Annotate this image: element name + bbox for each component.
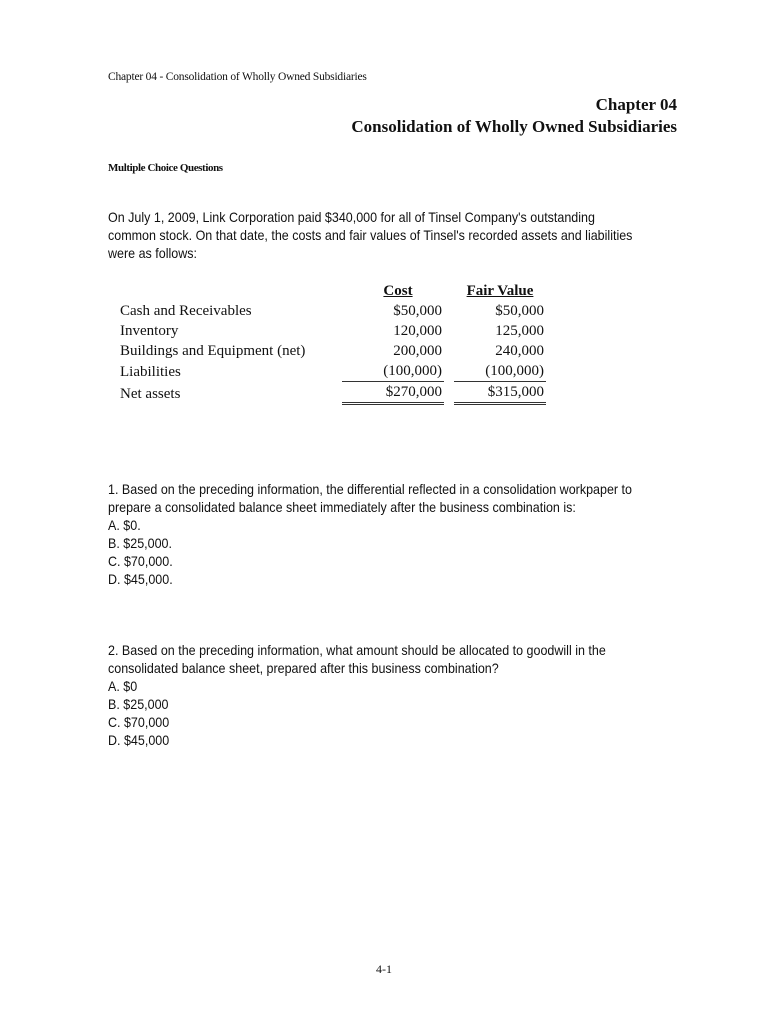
running-header: Chapter 04 - Consolidation of Wholly Owned Subsidiaries [108,71,367,83]
answer-option: D. $45,000. [108,572,173,587]
row-fair-value: $315,000 [454,382,546,405]
table-header-cost: Cost [383,283,413,299]
chapter-number: Chapter 04 [595,95,677,114]
answer-option: C. $70,000. [108,554,173,569]
row-gap [444,341,454,361]
row-fair-value: 125,000 [495,323,544,339]
answer-option: B. $25,000. [108,536,172,551]
table-row [112,361,546,382]
table-header-label [112,281,342,301]
row-gap [444,321,454,341]
question-2 [108,642,660,750]
row-label: Liabilities [120,363,181,380]
row-label: Inventory [120,323,179,339]
chapter-title-block [351,94,677,138]
row-cost: 120,000 [393,323,442,339]
row-gap [444,361,454,382]
row-cost: $50,000 [393,303,442,319]
row-label: Buildings and Equipment (net) [120,343,306,359]
table-header-gap [444,281,454,301]
table-total-row [112,382,546,405]
table-header-row [112,281,546,301]
answer-option: B. $25,000 [108,697,169,712]
question-stem: 2. Based on the preceding information, what amount should be allocated to goodwill in the consolidated balance sheet, prepared after this business combination? [108,643,606,676]
table-row [112,321,546,341]
question-1 [108,481,660,589]
row-gap [444,301,454,321]
answer-option: C. $70,000 [108,715,170,730]
section-heading: Multiple Choice Questions [108,162,223,174]
table-row [112,301,546,321]
row-label: Cash and Receivables [120,303,252,319]
balance-table [112,281,546,405]
row-fair-value: $50,000 [495,303,544,319]
page-number: 4-1 [376,962,392,976]
chapter-subtitle: Consolidation of Wholly Owned Subsidiaries [351,117,677,136]
row-fair-value: 240,000 [495,343,544,359]
row-cost: (100,000) [342,361,444,382]
table-header-fair-value: Fair Value [466,283,534,299]
row-gap [444,382,454,405]
row-cost: $270,000 [342,382,444,405]
answer-option: D. $45,000 [108,733,170,748]
row-cost: 200,000 [393,343,442,359]
row-label: Net assets [120,385,181,402]
row-fair-value: (100,000) [454,361,546,382]
table-row [112,341,546,361]
answer-option: A. $0 [108,679,138,694]
answer-option: A. $0. [108,518,141,533]
question-stem: 1. Based on the preceding information, the differential reflected in a consolidation workpaper to prepare a consolidated balance sheet immediately after the business combination is: [108,482,632,515]
intro-paragraph: On July 1, 2009, Link Corporation paid $340,000 for all of Tinsel Company's outstanding common stock. On that date, the costs and fair values of Tinsel's recorded assets and liabilities were as follows: [108,210,633,261]
